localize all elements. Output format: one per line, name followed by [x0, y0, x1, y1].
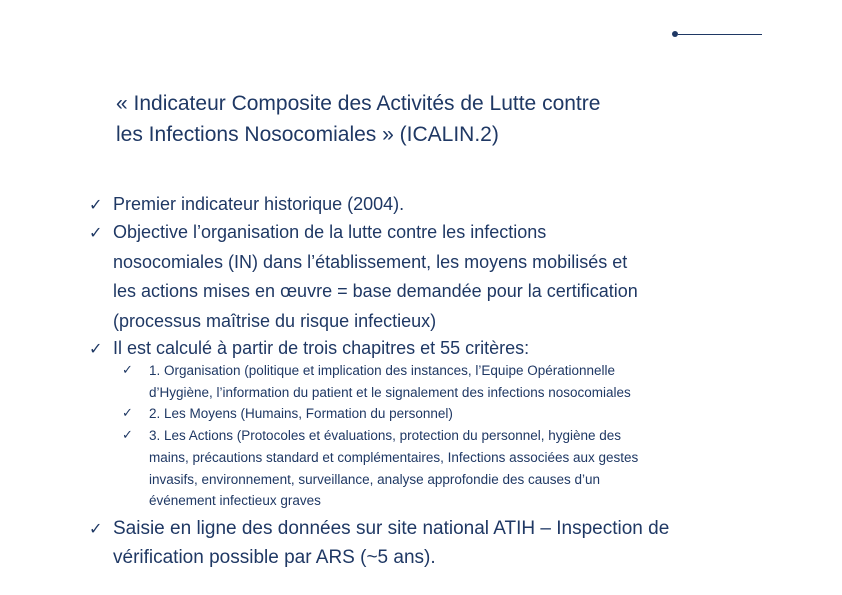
checkmark-icon: ✓ [89, 519, 103, 538]
sub-bullet-text: événement infectieux graves [149, 493, 321, 509]
slide-title [116, 88, 776, 150]
sub-bullet-text: 1. Organisation (politique et implication des instances, l’Equipe Opérationnelle [149, 363, 616, 378]
checkmark-icon: ✓ [122, 428, 133, 443]
sub-bullet-moyens [122, 403, 453, 425]
sub-bullet-organisation [122, 360, 631, 404]
decorative-rule [678, 34, 762, 35]
title-line-1: « Indicateur Composite des Activités de Lutte contre [116, 92, 601, 115]
bullet-text: (processus maîtrise du risque infectieux) [113, 310, 437, 331]
sub-bullet-text: mains, précautions standard et complémentaires, Infections associées aux gestes [149, 449, 639, 465]
bullet-text: Il est calculé à partir de trois chapitres et 55 critères: [113, 338, 530, 358]
sub-bullet-text: invasifs, environnement, surveillance, analyse approfondie des causes d’un [149, 471, 601, 487]
title-line-2: les Infections Nosocomiales » (ICALIN.2) [116, 123, 499, 146]
sub-bullet-text: 3. Les Actions (Protocoles et évaluations, protection du personnel, hygiène des [149, 428, 622, 443]
sub-bullet-text: 2. Les Moyens (Humains, Formation du personnel) [149, 406, 453, 421]
bullet-text: vérification possible par ARS (~5 ans). [113, 547, 436, 568]
bullet-objective [89, 218, 638, 336]
checkmark-icon: ✓ [89, 223, 103, 242]
checkmark-icon: ✓ [89, 195, 103, 214]
bullet-saisie [89, 514, 670, 572]
sub-bullet-text: d’Hygiène, l’information du patient et le signalement des infections nosocomiales [149, 384, 631, 400]
bullet-text: Premier indicateur historique (2004). [113, 194, 405, 214]
checkmark-icon: ✓ [89, 339, 103, 358]
bullet-premier-indicateur [89, 190, 405, 220]
bullet-text: Objective l’organisation de la lutte contre les infections [113, 222, 547, 242]
decorative-line [672, 31, 762, 37]
bullet-text: Saisie en ligne des données sur site national ATIH – Inspection de [113, 518, 670, 539]
checkmark-icon: ✓ [122, 406, 133, 421]
sub-bullet-actions [122, 425, 639, 512]
checkmark-icon: ✓ [122, 363, 133, 378]
bullet-text: les actions mises en œuvre = base demandée pour la certification [113, 281, 638, 301]
bullet-text: nosocomiales (IN) dans l’établissement, les moyens mobilisés et [113, 251, 628, 272]
